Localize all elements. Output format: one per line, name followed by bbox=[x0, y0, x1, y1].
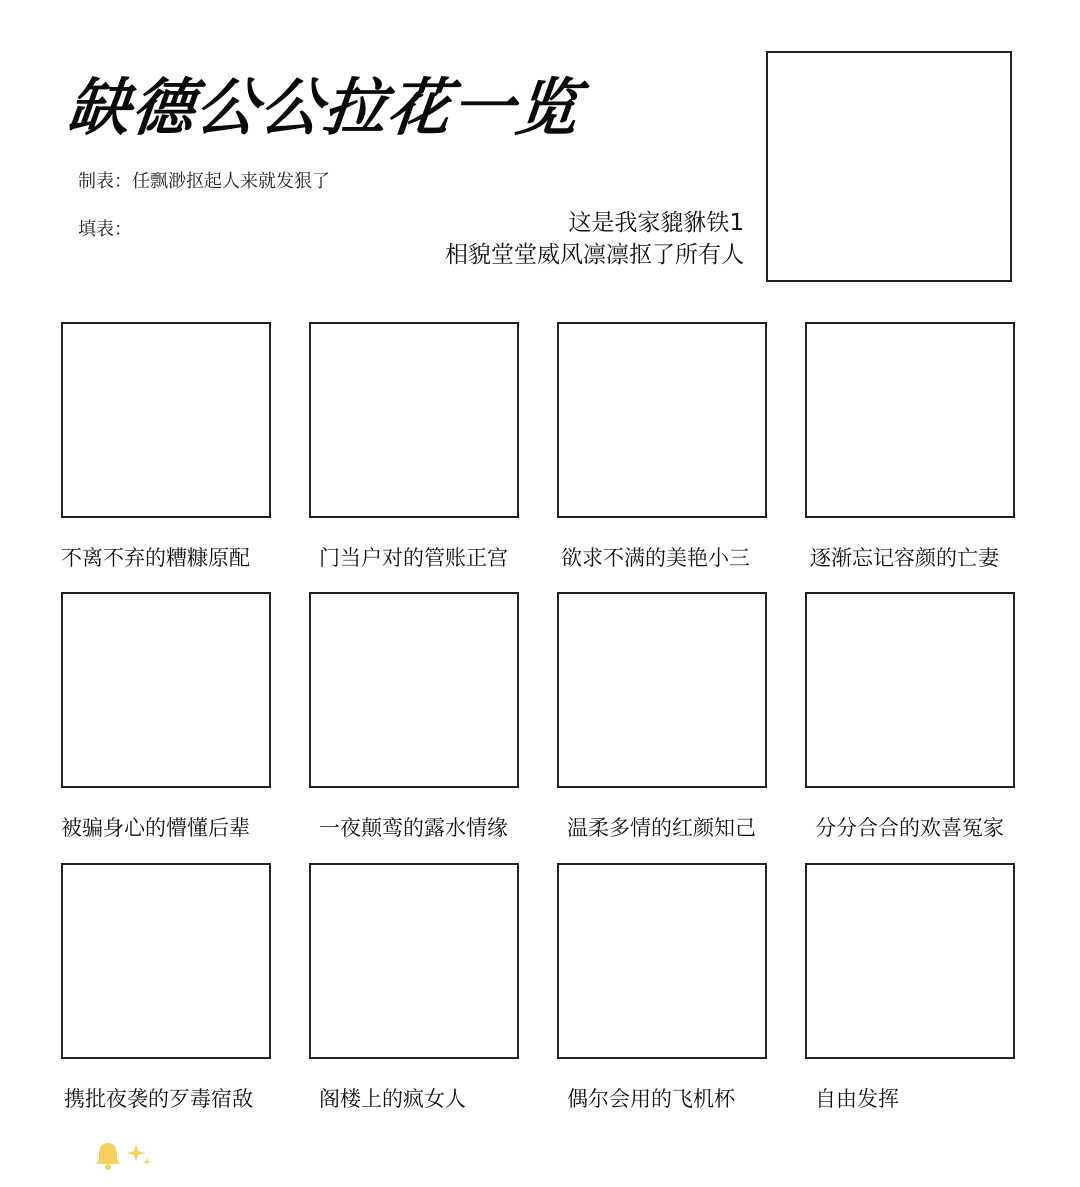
cell-label: 自由发挥 bbox=[815, 1087, 899, 1111]
grid-cell bbox=[309, 863, 521, 1113]
grid-cell bbox=[309, 322, 521, 572]
avatar-caption bbox=[445, 207, 744, 271]
cell-label: 一夜颠鸾的露水情缘 bbox=[319, 816, 508, 840]
grid-cell bbox=[309, 592, 521, 842]
grid-cell bbox=[61, 863, 273, 1113]
photo-box[interactable] bbox=[805, 322, 1015, 518]
page-title: 缺德公公拉花一览 bbox=[64, 71, 584, 144]
sparkle-icon bbox=[127, 1144, 151, 1166]
maker-line: 制表：任飘渺抠起人来就发狠了 bbox=[78, 171, 330, 192]
cell-label: 分分合合的欢喜冤家 bbox=[815, 816, 1004, 840]
photo-box[interactable] bbox=[805, 592, 1015, 788]
filler-line: 填表： bbox=[78, 219, 132, 240]
cell-label: 不离不弃的糟糠原配 bbox=[61, 546, 250, 570]
cell-label: 温柔多情的红颜知己 bbox=[567, 816, 756, 840]
photo-box[interactable] bbox=[61, 592, 271, 788]
avatar-caption-line-1: 这是我家貔貅铁1 bbox=[568, 210, 744, 236]
photo-box[interactable] bbox=[557, 322, 767, 518]
grid-cell bbox=[805, 863, 1017, 1113]
grid-cell bbox=[805, 592, 1017, 842]
cell-label: 门当户对的管账正宫 bbox=[319, 546, 508, 570]
cell-label: 偶尔会用的飞机杯 bbox=[567, 1087, 735, 1111]
bell-icon bbox=[94, 1140, 154, 1170]
avatar-caption-line-2: 相貌堂堂威风凛凛抠了所有人 bbox=[445, 242, 744, 268]
cell-label: 逐渐忘记容颜的亡妻 bbox=[810, 546, 999, 570]
grid-cell bbox=[61, 592, 273, 842]
photo-box[interactable] bbox=[309, 863, 519, 1059]
cell-label: 阁楼上的疯女人 bbox=[319, 1087, 466, 1111]
photo-box[interactable] bbox=[309, 592, 519, 788]
photo-box[interactable] bbox=[61, 322, 271, 518]
grid-cell bbox=[557, 322, 769, 572]
photo-box[interactable] bbox=[557, 863, 767, 1059]
decoration bbox=[94, 1140, 154, 1170]
grid-cell bbox=[557, 592, 769, 842]
photo-box[interactable] bbox=[309, 322, 519, 518]
photo-box[interactable] bbox=[61, 863, 271, 1059]
avatar-photo-box[interactable] bbox=[766, 51, 1012, 282]
grid-cell bbox=[557, 863, 769, 1113]
grid-cell bbox=[805, 322, 1017, 572]
cell-label: 欲求不满的美艳小三 bbox=[561, 546, 750, 570]
grid-cell bbox=[61, 322, 273, 572]
cell-label: 携批夜袭的歹毒宿敌 bbox=[64, 1087, 253, 1111]
photo-box[interactable] bbox=[805, 863, 1015, 1059]
cell-label: 被骗身心的懵懂后辈 bbox=[61, 816, 250, 840]
photo-box[interactable] bbox=[557, 592, 767, 788]
